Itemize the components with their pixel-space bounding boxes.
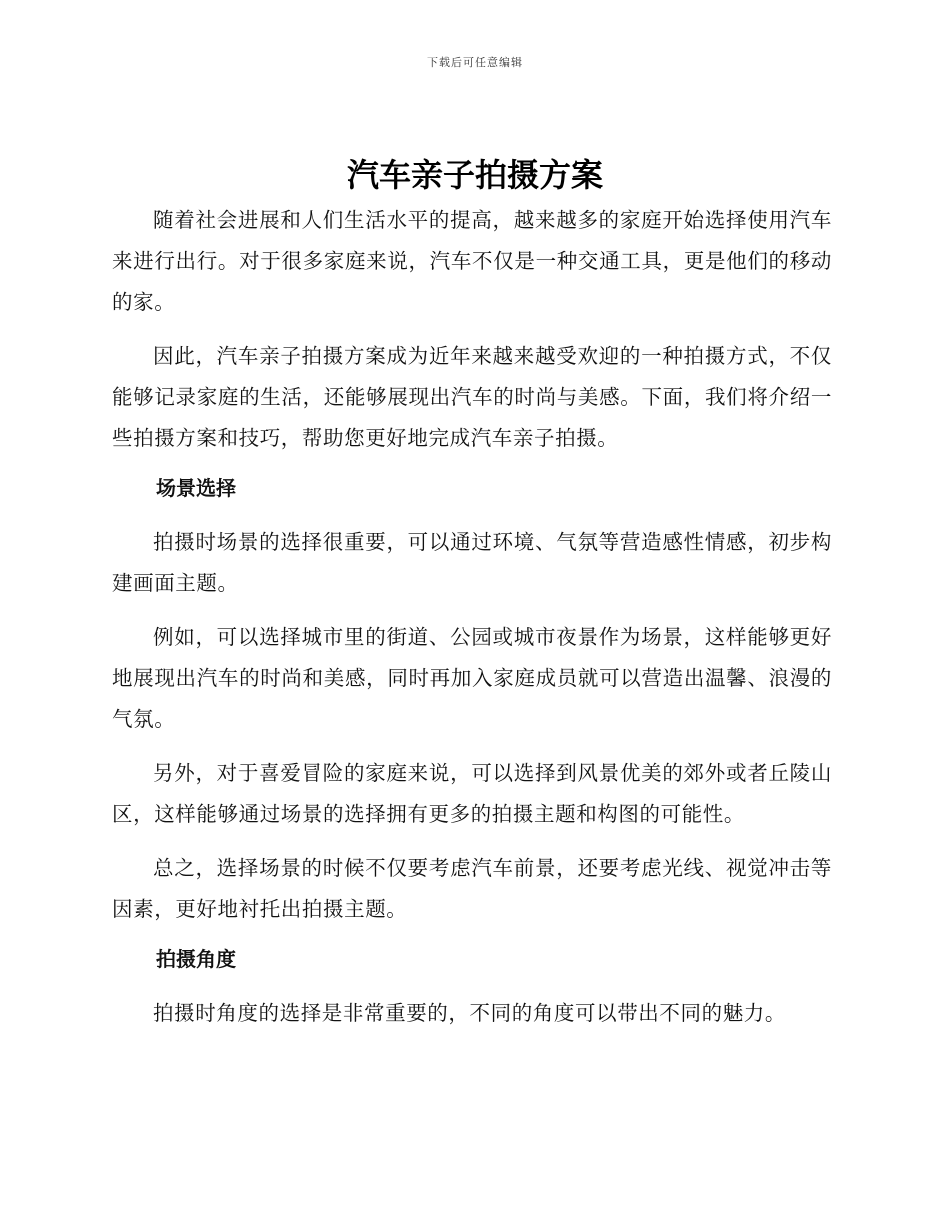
paragraph-intro: 随着社会进展和人们生活水平的提高，越来越多的家庭开始选择使用汽车来进行出行。对于很多家庭来说，汽车不仅是一种交通工具，更是他们的移动的家。 [112, 208, 832, 314]
section-heading-scene: 场景选择 [156, 476, 236, 500]
document-body [112, 200, 832, 1047]
paragraph-scene-importance: 拍摄时场景的选择很重要，可以通过环境、气氛等营造感性情感，初步构建画面主题。 [112, 530, 832, 595]
paragraph-scene-summary: 总之，选择场景的时候不仅要考虑汽车前景，还要考虑光线、视觉冲击等因素，更好地衬托出拍摄主题。 [112, 856, 832, 921]
document-title: 汽车亲子拍摄方案 [346, 156, 603, 194]
header-note: 下载后可任意编辑 [427, 56, 523, 69]
paragraph-angle: 拍摄时角度的选择是非常重要的，不同的角度可以带出不同的魅力。 [153, 1001, 786, 1025]
section-heading-angle: 拍摄角度 [156, 947, 236, 971]
paragraph-scene-city: 例如，可以选择城市里的街道、公园或城市夜景作为场景，这样能够更好地展现出汽车的时尚和美感，同时再加入家庭成员就可以营造出温馨、浪漫的气氛。 [112, 625, 832, 731]
paragraph-scene-outdoor: 另外，对于喜爱冒险的家庭来说，可以选择到风景优美的郊外或者丘陵山区，这样能够通过场景的选择拥有更多的拍摄主题和构图的可能性。 [112, 761, 832, 826]
paragraph-overview: 因此，汽车亲子拍摄方案成为近年来越来越受欢迎的一种拍摄方式，不仅能够记录家庭的生活，还能够展现出汽车的时尚与美感。下面，我们将介绍一些拍摄方案和技巧，帮助您更好地完成汽车亲子拍摄。 [112, 344, 832, 450]
